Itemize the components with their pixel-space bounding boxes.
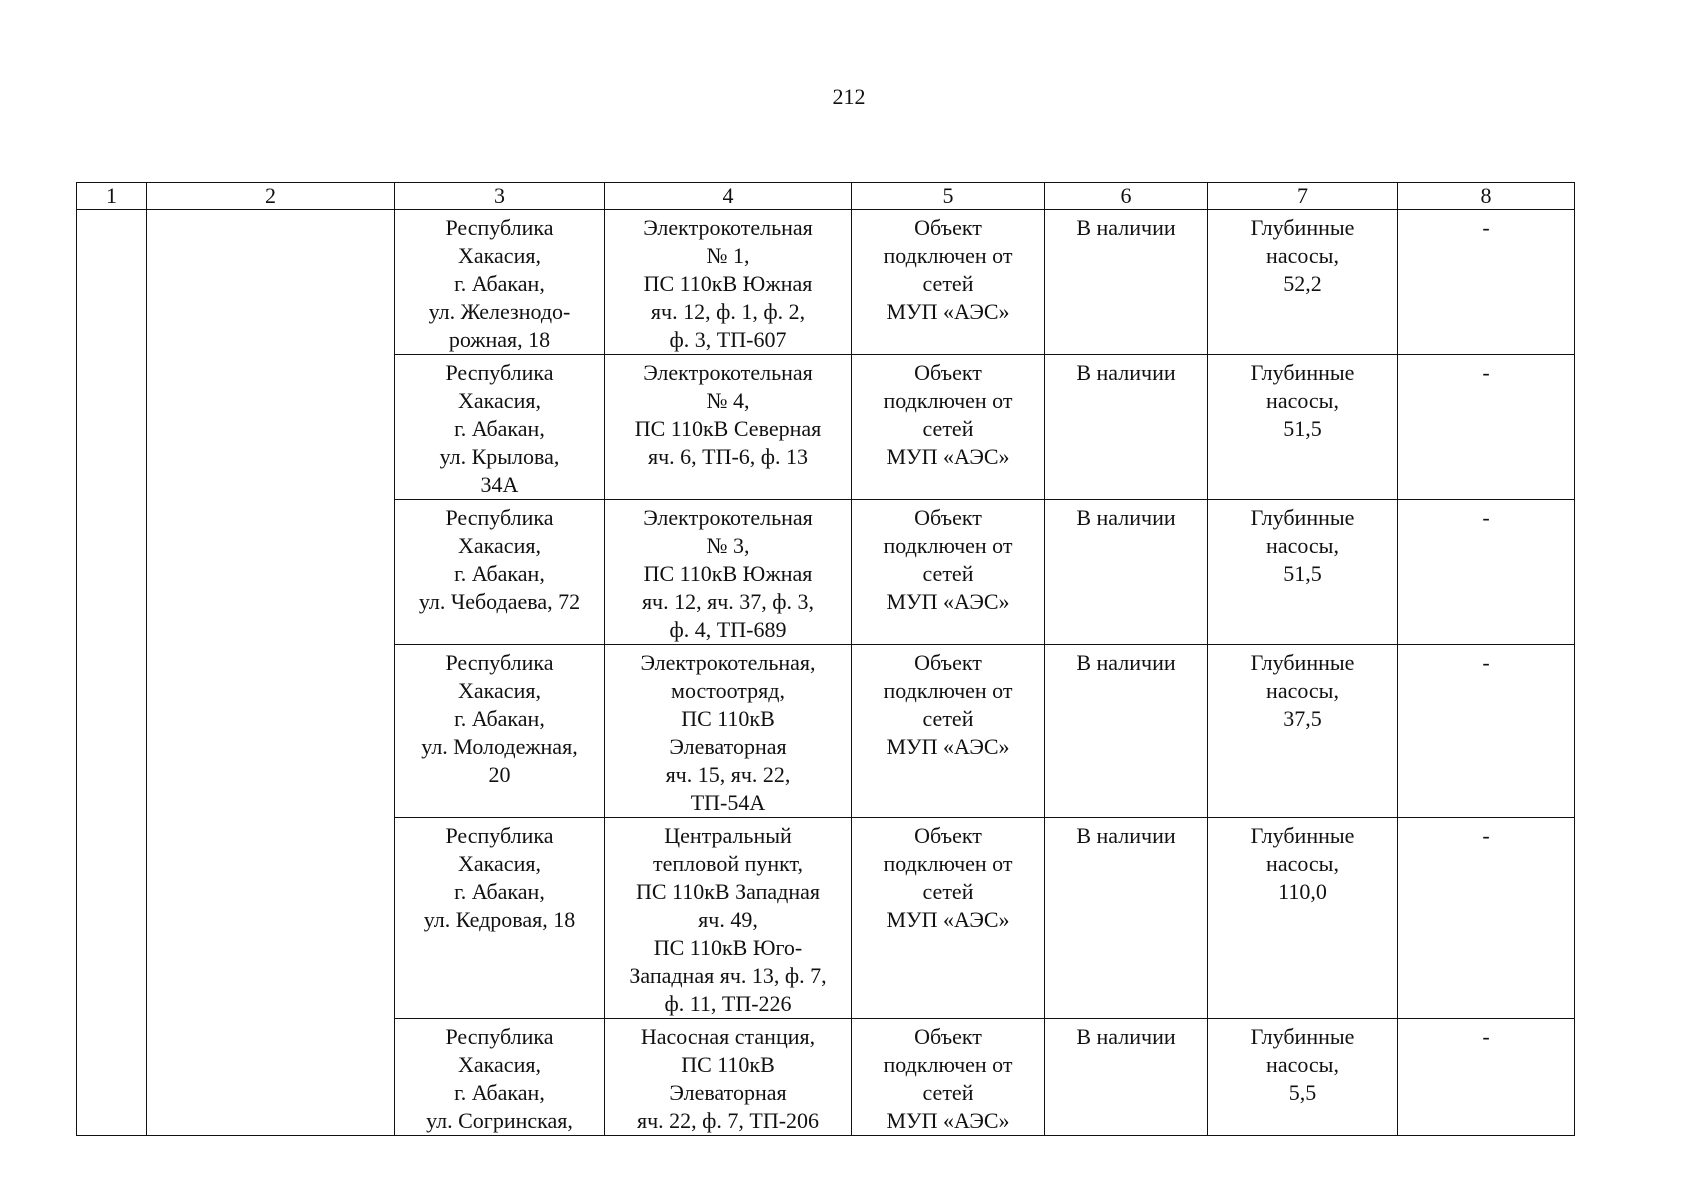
address-cell-line: Республика (445, 505, 554, 530)
equipment-cell-line: Глубинные (1250, 360, 1355, 385)
object-cell-line: ф. 3, ТП-607 (669, 327, 787, 352)
connection-cell (852, 210, 1045, 355)
equipment-cell (1208, 818, 1398, 1019)
note-cell (1398, 818, 1575, 1019)
object-cell-line: ПС 110кВ Западная (636, 879, 820, 904)
address-cell-line: Хакасия, (458, 243, 541, 268)
note-cell-text: - (1482, 360, 1490, 385)
address-cell-line: ул. Кедровая, 18 (423, 907, 576, 932)
column-header: 6 (1045, 183, 1208, 210)
object-cell-line: Элеваторная (669, 1080, 787, 1105)
column-header: 2 (147, 183, 395, 210)
equipment-cell (1208, 500, 1398, 645)
object-cell-line: Центральный (664, 823, 792, 848)
equipment-cell-line: Глубинные (1250, 215, 1355, 240)
object-cell (605, 355, 852, 500)
object-cell-line: ПС 110кВ Южная (643, 271, 813, 296)
page-number: 212 (832, 84, 866, 109)
column-header: 7 (1208, 183, 1398, 210)
connection-cell-line: подключен от (883, 533, 1013, 558)
connection-cell-line: подключен от (883, 243, 1013, 268)
availability-cell-text: В наличии (1076, 823, 1176, 848)
address-cell-line: г. Абакан, (454, 271, 545, 296)
equipment-cell-line: Глубинные (1250, 650, 1355, 675)
connection-cell-line: подключен от (883, 851, 1013, 876)
address-cell-line: Хакасия, (458, 1052, 541, 1077)
availability-cell (1045, 1019, 1208, 1136)
object-cell-line: ф. 11, ТП-226 (664, 991, 792, 1016)
availability-cell (1045, 500, 1208, 645)
connection-cell (852, 645, 1045, 818)
connection-cell-line: МУП «АЭС» (886, 734, 1010, 759)
connection-cell-line: МУП «АЭС» (886, 1108, 1010, 1133)
address-cell-line: 20 (488, 762, 511, 787)
address-cell (395, 818, 605, 1019)
object-cell-line: Насосная станция, (640, 1024, 816, 1049)
connection-cell-line: сетей (922, 706, 974, 731)
equipment-cell (1208, 355, 1398, 500)
object-cell-line: Западная яч. 13, ф. 7, (629, 963, 827, 988)
connection-cell (852, 1019, 1045, 1136)
availability-cell (1045, 645, 1208, 818)
address-cell-line: Республика (445, 823, 554, 848)
column-header: 5 (852, 183, 1045, 210)
connection-cell-line: сетей (922, 879, 974, 904)
object-cell-line: мостоотряд, (671, 678, 785, 703)
equipment-cell-line: Глубинные (1250, 823, 1355, 848)
note-cell (1398, 355, 1575, 500)
note-cell (1398, 500, 1575, 645)
object-cell-line: Электрокотельная (643, 505, 813, 530)
equipment-cell (1208, 1019, 1398, 1136)
availability-cell-text: В наличии (1076, 1024, 1176, 1049)
object-cell (605, 818, 852, 1019)
data-table (76, 182, 1575, 1136)
connection-cell-line: Объект (914, 650, 982, 675)
address-cell (395, 1019, 605, 1136)
connection-cell-line: Объект (914, 360, 982, 385)
object-cell-line: Элеваторная (669, 734, 787, 759)
column-header: 3 (395, 183, 605, 210)
address-cell (395, 500, 605, 645)
connection-cell-line: подключен от (883, 388, 1013, 413)
object-cell (605, 645, 852, 818)
column-header: 1 (77, 183, 147, 210)
connection-cell (852, 355, 1045, 500)
connection-cell-line: Объект (914, 823, 982, 848)
object-cell-line: № 3, (706, 533, 750, 558)
equipment-cell-line: насосы, (1266, 388, 1339, 413)
connection-cell-line: подключен от (883, 678, 1013, 703)
equipment-cell-line: 51,5 (1283, 416, 1322, 441)
connection-cell-line: Объект (914, 215, 982, 240)
address-cell-line: ул. Железнодо- (428, 299, 571, 324)
availability-cell-text: В наличии (1076, 215, 1176, 240)
table-container (76, 182, 1575, 1136)
merged-cell-col1 (77, 210, 147, 1136)
object-cell-line: ТП-54А (690, 790, 766, 815)
object-cell-line: Электрокотельная, (640, 650, 816, 675)
address-cell-line: ул. Согринская, (426, 1108, 573, 1133)
object-cell-line: ф. 4, ТП-689 (669, 617, 787, 642)
object-cell-line: яч. 22, ф. 7, ТП-206 (636, 1108, 820, 1133)
object-cell (605, 1019, 852, 1136)
column-header: 8 (1398, 183, 1575, 210)
address-cell-line: Республика (445, 650, 554, 675)
connection-cell-line: МУП «АЭС» (886, 444, 1010, 469)
note-cell-text: - (1482, 650, 1490, 675)
address-cell-line: г. Абакан, (454, 879, 545, 904)
note-cell-text: - (1482, 505, 1490, 530)
connection-cell-line: Объект (914, 1024, 982, 1049)
address-cell-line: г. Абакан, (454, 1080, 545, 1105)
note-cell-text: - (1482, 1024, 1490, 1049)
connection-cell-line: Объект (914, 505, 982, 530)
object-cell (605, 210, 852, 355)
connection-cell-line: МУП «АЭС» (886, 299, 1010, 324)
equipment-cell-line: насосы, (1266, 1052, 1339, 1077)
object-cell (605, 500, 852, 645)
object-cell-line: ПС 110кВ (681, 706, 775, 731)
address-cell-line: Хакасия, (458, 678, 541, 703)
address-cell-line: Хакасия, (458, 533, 541, 558)
table-body (77, 210, 1575, 1136)
note-cell (1398, 210, 1575, 355)
address-cell-line: г. Абакан, (454, 706, 545, 731)
equipment-cell-line: насосы, (1266, 851, 1339, 876)
connection-cell (852, 818, 1045, 1019)
address-cell-line: Республика (445, 215, 554, 240)
address-cell (395, 355, 605, 500)
equipment-cell-line: насосы, (1266, 243, 1339, 268)
table-row (77, 210, 1575, 355)
note-cell (1398, 645, 1575, 818)
merged-cell-col2 (147, 210, 395, 1136)
address-cell (395, 645, 605, 818)
equipment-cell-line: 52,2 (1283, 271, 1322, 296)
availability-cell (1045, 818, 1208, 1019)
equipment-cell-line: 51,5 (1283, 561, 1322, 586)
availability-cell (1045, 210, 1208, 355)
equipment-cell-line: насосы, (1266, 533, 1339, 558)
equipment-cell (1208, 645, 1398, 818)
equipment-cell (1208, 210, 1398, 355)
address-cell-line: 34А (480, 472, 519, 497)
address-cell (395, 210, 605, 355)
column-header: 4 (605, 183, 852, 210)
header-row (77, 183, 1575, 210)
address-cell-line: ул. Чебодаева, 72 (418, 589, 581, 614)
connection-cell-line: МУП «АЭС» (886, 907, 1010, 932)
object-cell-line: яч. 15, яч. 22, (665, 762, 791, 787)
equipment-cell-line: Глубинные (1250, 1024, 1355, 1049)
connection-cell-line: сетей (922, 1080, 974, 1105)
address-cell-line: Республика (445, 360, 554, 385)
address-cell-line: ул. Молодежная, (421, 734, 578, 759)
equipment-cell-line: Глубинные (1250, 505, 1355, 530)
connection-cell-line: сетей (922, 416, 974, 441)
address-cell-line: рожная, 18 (448, 327, 551, 352)
connection-cell-line: МУП «АЭС» (886, 589, 1010, 614)
connection-cell (852, 500, 1045, 645)
object-cell-line: Электрокотельная (643, 215, 813, 240)
equipment-cell-line: насосы, (1266, 678, 1339, 703)
address-cell-line: г. Абакан, (454, 561, 545, 586)
object-cell-line: ПС 110кВ (681, 1052, 775, 1077)
object-cell-line: яч. 6, ТП-6, ф. 13 (647, 444, 809, 469)
connection-cell-line: сетей (922, 271, 974, 296)
object-cell-line: № 1, (706, 243, 750, 268)
equipment-cell-line: 110,0 (1278, 879, 1327, 904)
object-cell-line: № 4, (706, 388, 750, 413)
connection-cell-line: сетей (922, 561, 974, 586)
object-cell-line: Электрокотельная (643, 360, 813, 385)
address-cell-line: Республика (445, 1024, 554, 1049)
object-cell-line: яч. 12, яч. 37, ф. 3, (641, 589, 815, 614)
availability-cell-text: В наличии (1076, 505, 1176, 530)
object-cell-line: ПС 110кВ Южная (643, 561, 813, 586)
connection-cell-line: подключен от (883, 1052, 1013, 1077)
object-cell-line: ПС 110кВ Северная (634, 416, 822, 441)
equipment-cell-line: 5,5 (1288, 1080, 1317, 1105)
object-cell-line: тепловой пункт, (652, 851, 804, 876)
address-cell-line: Хакасия, (458, 851, 541, 876)
availability-cell (1045, 355, 1208, 500)
equipment-cell-line: 37,5 (1283, 706, 1322, 731)
note-cell-text: - (1482, 823, 1490, 848)
note-cell-text: - (1482, 215, 1490, 240)
note-cell (1398, 1019, 1575, 1136)
address-cell-line: ул. Крылова, (439, 444, 560, 469)
availability-cell-text: В наличии (1076, 360, 1176, 385)
address-cell-line: Хакасия, (458, 388, 541, 413)
object-cell-line: яч. 49, (698, 907, 758, 932)
object-cell-line: ПС 110кВ Юго- (653, 935, 803, 960)
object-cell-line: яч. 12, ф. 1, ф. 2, (650, 299, 806, 324)
address-cell-line: г. Абакан, (454, 416, 545, 441)
availability-cell-text: В наличии (1076, 650, 1176, 675)
